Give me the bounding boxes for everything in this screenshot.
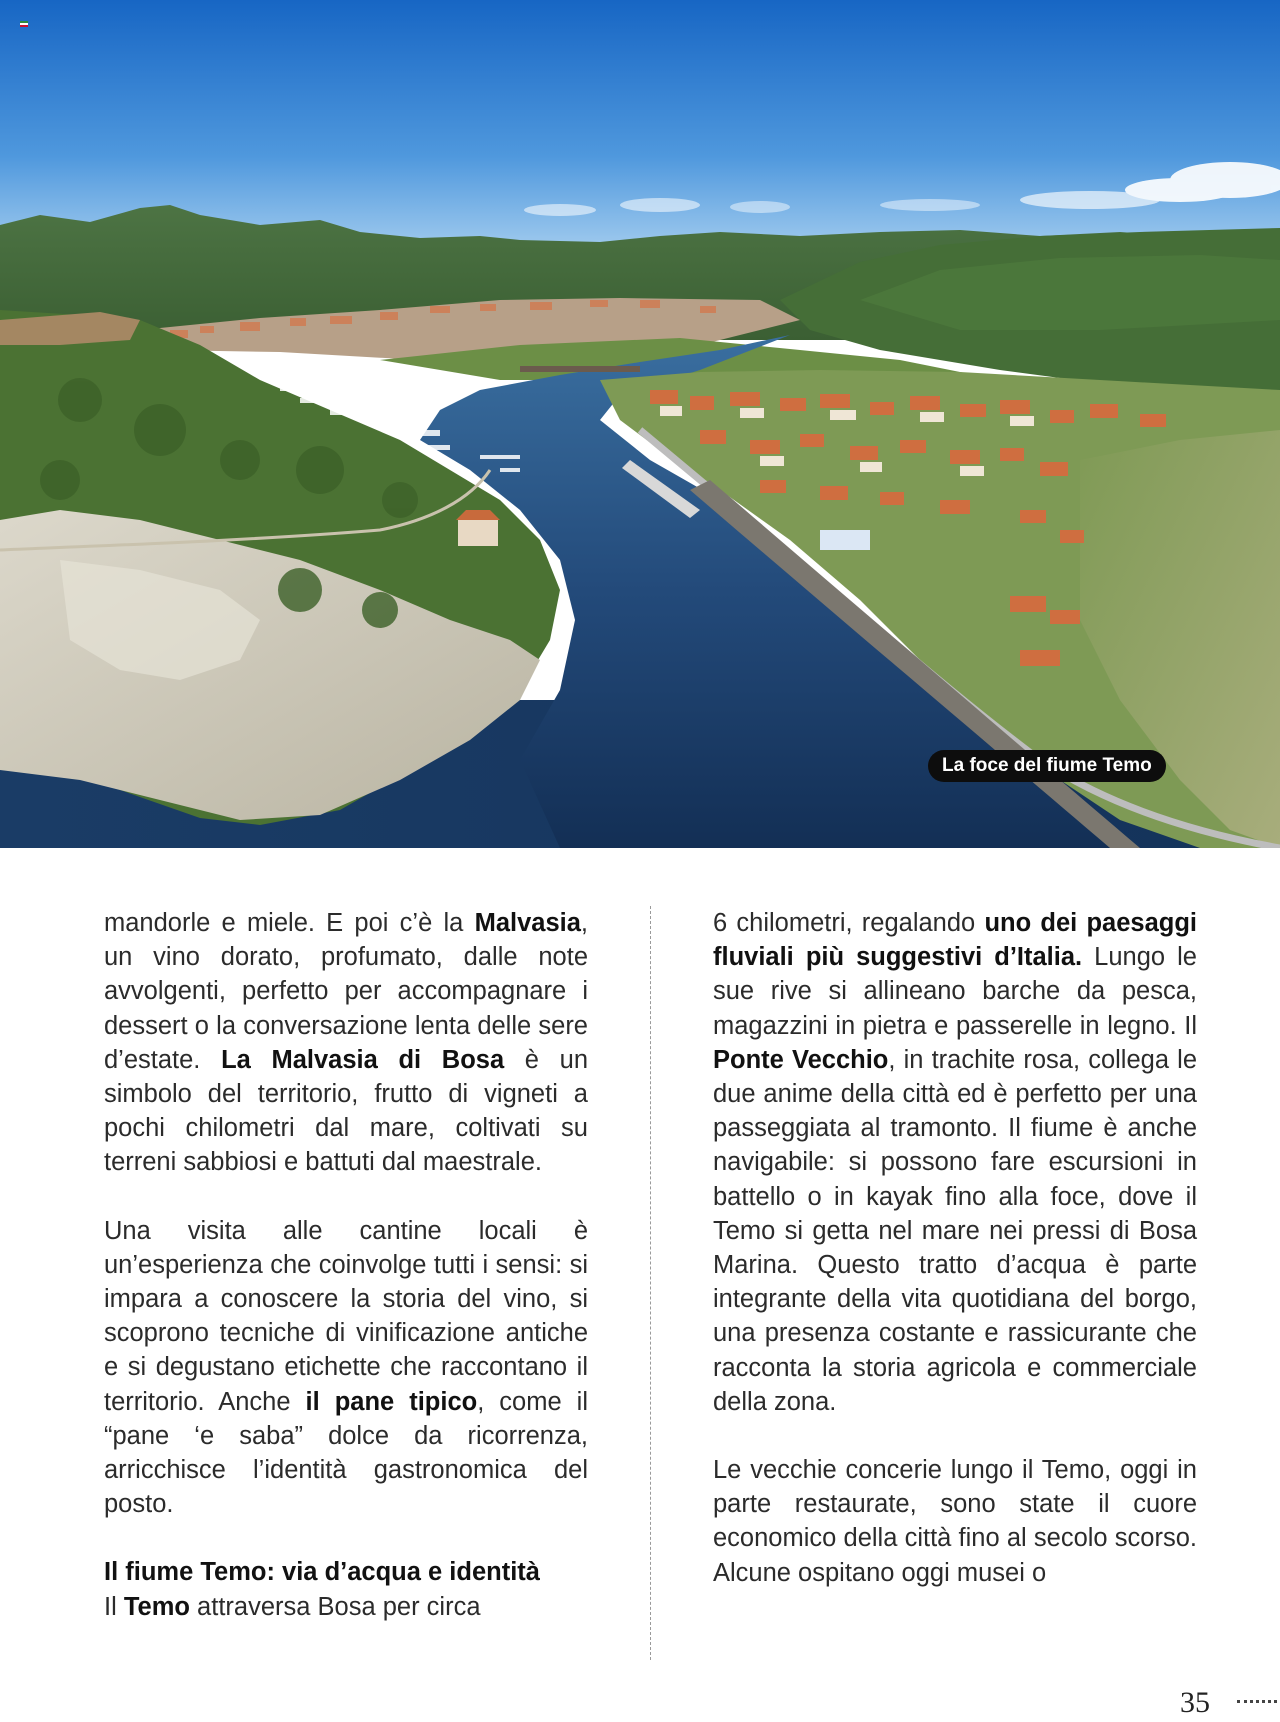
flag-stripe-red bbox=[20, 25, 28, 27]
aerial-river-illustration bbox=[0, 0, 1280, 848]
paragraph: Le vecchie concerie lungo il Temo, oggi in parte restaurate, sono state il cuore economico della città fino al secolo scorso. Alcune ospitano oggi musei o bbox=[713, 1456, 1197, 1587]
paragraph: 6 chilometri, regalando uno dei paesaggi fluviali più suggestivi d’Italia. Lungo le sue rive si allineano barche da pesca, magazzini in pietra e passerelle in legno. Il Ponte Vecchio, in trachite rosa, collega le due anime della città ed è perfetto per una passeggiata al tramonto. Il fiume è anche navigabile: si possono fare escursioni in battello o in kayak fino alla foce, dove il Temo si getta nel mare nei pressi di Bosa Marina. Questo tratto d’acqua è parte integrante della vita quotidiana del borgo, una presenza costante e rassicurante che racconta la storia agricola e commerciale della zona. bbox=[713, 909, 1197, 1416]
folio-dots bbox=[1237, 1700, 1277, 1706]
hero-photo bbox=[0, 0, 1280, 848]
column-divider bbox=[650, 906, 651, 1660]
paragraph: Il Temo attraversa Bosa per circa bbox=[104, 1592, 481, 1621]
paragraph: mandorle e miele. E poi c’è la Malvasia, un vino dorato, profumato, dalle note avvolgenti, perfetto per accompagnare i dessert o la conversazione lenta delle sere d’estate. La Malvasia di Bosa è un simbolo del territorio, frutto di vigneti a pochi chilometri dal mare, coltivati su terreni sabbiosi e battuti dal maestrale. bbox=[104, 909, 589, 1177]
page-number: 35 bbox=[1180, 1686, 1210, 1719]
section-heading: Il fiume Temo: via d’acqua e identità bbox=[104, 1558, 540, 1587]
left-column bbox=[104, 906, 588, 1624]
right-column bbox=[713, 906, 1197, 1590]
paragraph: Una visita alle cantine locali è un’esperienza che coinvolge tutti i sensi: si impara a conoscere la storia del vino, si scoprono tecniche di vinificazione antiche e si degustano etichette che raccontano il territorio. Anche il pane tipico, come il “pane ‘e saba” dolce da ricorrenza, arricchisce l’identità gastronomica del posto. bbox=[104, 1216, 588, 1519]
italy-flag-icon bbox=[20, 21, 28, 27]
photo-caption: La foce del fiume Temo bbox=[928, 750, 1166, 782]
